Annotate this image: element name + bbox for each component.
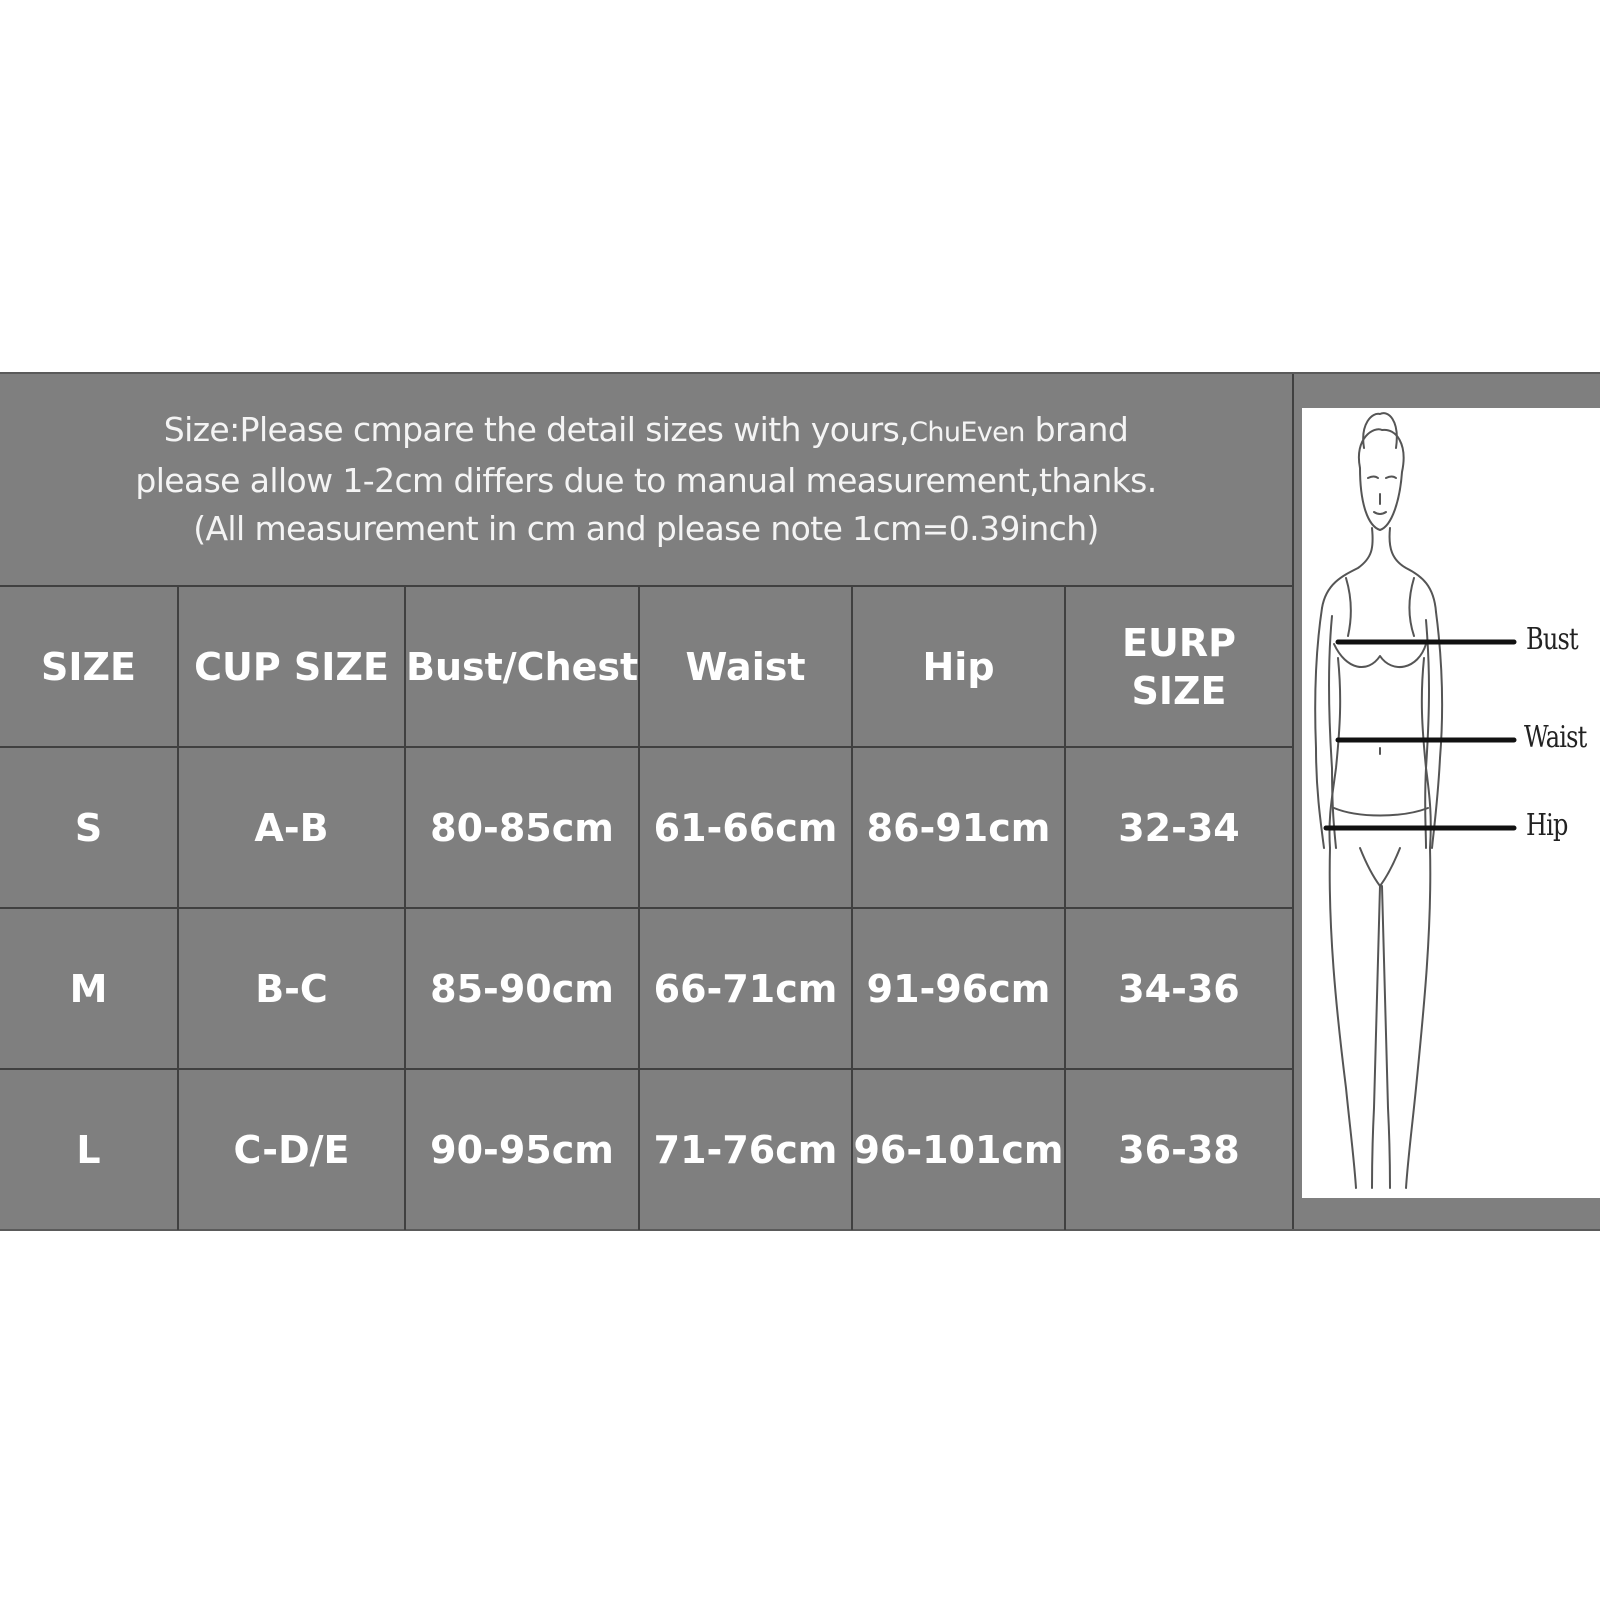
header-size: SIZE bbox=[0, 586, 178, 747]
cell-hip: 86-91cm bbox=[852, 747, 1065, 908]
cell-waist: 61-66cm bbox=[639, 747, 852, 908]
cell-bust: 90-95cm bbox=[405, 1069, 639, 1230]
header-bust-chest: Bust/Chest bbox=[405, 586, 639, 747]
brand-name: ChuEven bbox=[909, 417, 1025, 448]
cell-bust: 80-85cm bbox=[405, 747, 639, 908]
cell-cup-size: C-D/E bbox=[178, 1069, 405, 1230]
cell-eurp-size: 32-34 bbox=[1065, 747, 1292, 908]
header-waist: Waist bbox=[639, 586, 852, 747]
cell-hip: 96-101cm bbox=[852, 1069, 1065, 1230]
cell-cup-size: B-C bbox=[178, 908, 405, 1069]
header-eurp-line-1: EURP bbox=[1122, 620, 1236, 665]
size-note-prefix: Size:Please cmpare the detail sizes with yours, bbox=[163, 410, 910, 449]
body-outline-illustration bbox=[1302, 408, 1600, 1198]
cell-waist: 71-76cm bbox=[639, 1069, 852, 1230]
size-note-line-1 bbox=[164, 406, 1128, 457]
cell-eurp-size: 36-38 bbox=[1065, 1069, 1292, 1230]
size-note-line-3: (All measurement in cm and please note 1cm=0.39inch) bbox=[193, 509, 1099, 548]
hip-label: Hip bbox=[1526, 808, 1568, 843]
table-row bbox=[0, 747, 1292, 908]
size-chart bbox=[0, 372, 1600, 1231]
measurement-figure-panel bbox=[1302, 408, 1600, 1198]
header-cup-size: CUP SIZE bbox=[178, 586, 405, 747]
cell-cup-size: A-B bbox=[178, 747, 405, 908]
panel-divider bbox=[1292, 374, 1294, 1229]
size-table bbox=[0, 585, 1292, 1230]
waist-label: Waist bbox=[1524, 720, 1587, 755]
cell-eurp-size: 34-36 bbox=[1065, 908, 1292, 1069]
header-eurp-size bbox=[1065, 586, 1292, 747]
table-header-row bbox=[0, 586, 1292, 747]
cell-waist: 66-71cm bbox=[639, 908, 852, 1069]
size-note bbox=[0, 374, 1292, 585]
size-note-line-2: please allow 1-2cm differs due to manual measurement,thanks. bbox=[135, 461, 1157, 500]
bust-label: Bust bbox=[1526, 622, 1578, 657]
cell-size: S bbox=[0, 747, 178, 908]
table-row bbox=[0, 1069, 1292, 1230]
table-row bbox=[0, 908, 1292, 1069]
header-eurp-line-2: SIZE bbox=[1131, 668, 1227, 713]
size-note-suffix: brand bbox=[1024, 410, 1129, 449]
cell-bust: 85-90cm bbox=[405, 908, 639, 1069]
cell-size: M bbox=[0, 908, 178, 1069]
cell-hip: 91-96cm bbox=[852, 908, 1065, 1069]
header-hip: Hip bbox=[852, 586, 1065, 747]
cell-size: L bbox=[0, 1069, 178, 1230]
